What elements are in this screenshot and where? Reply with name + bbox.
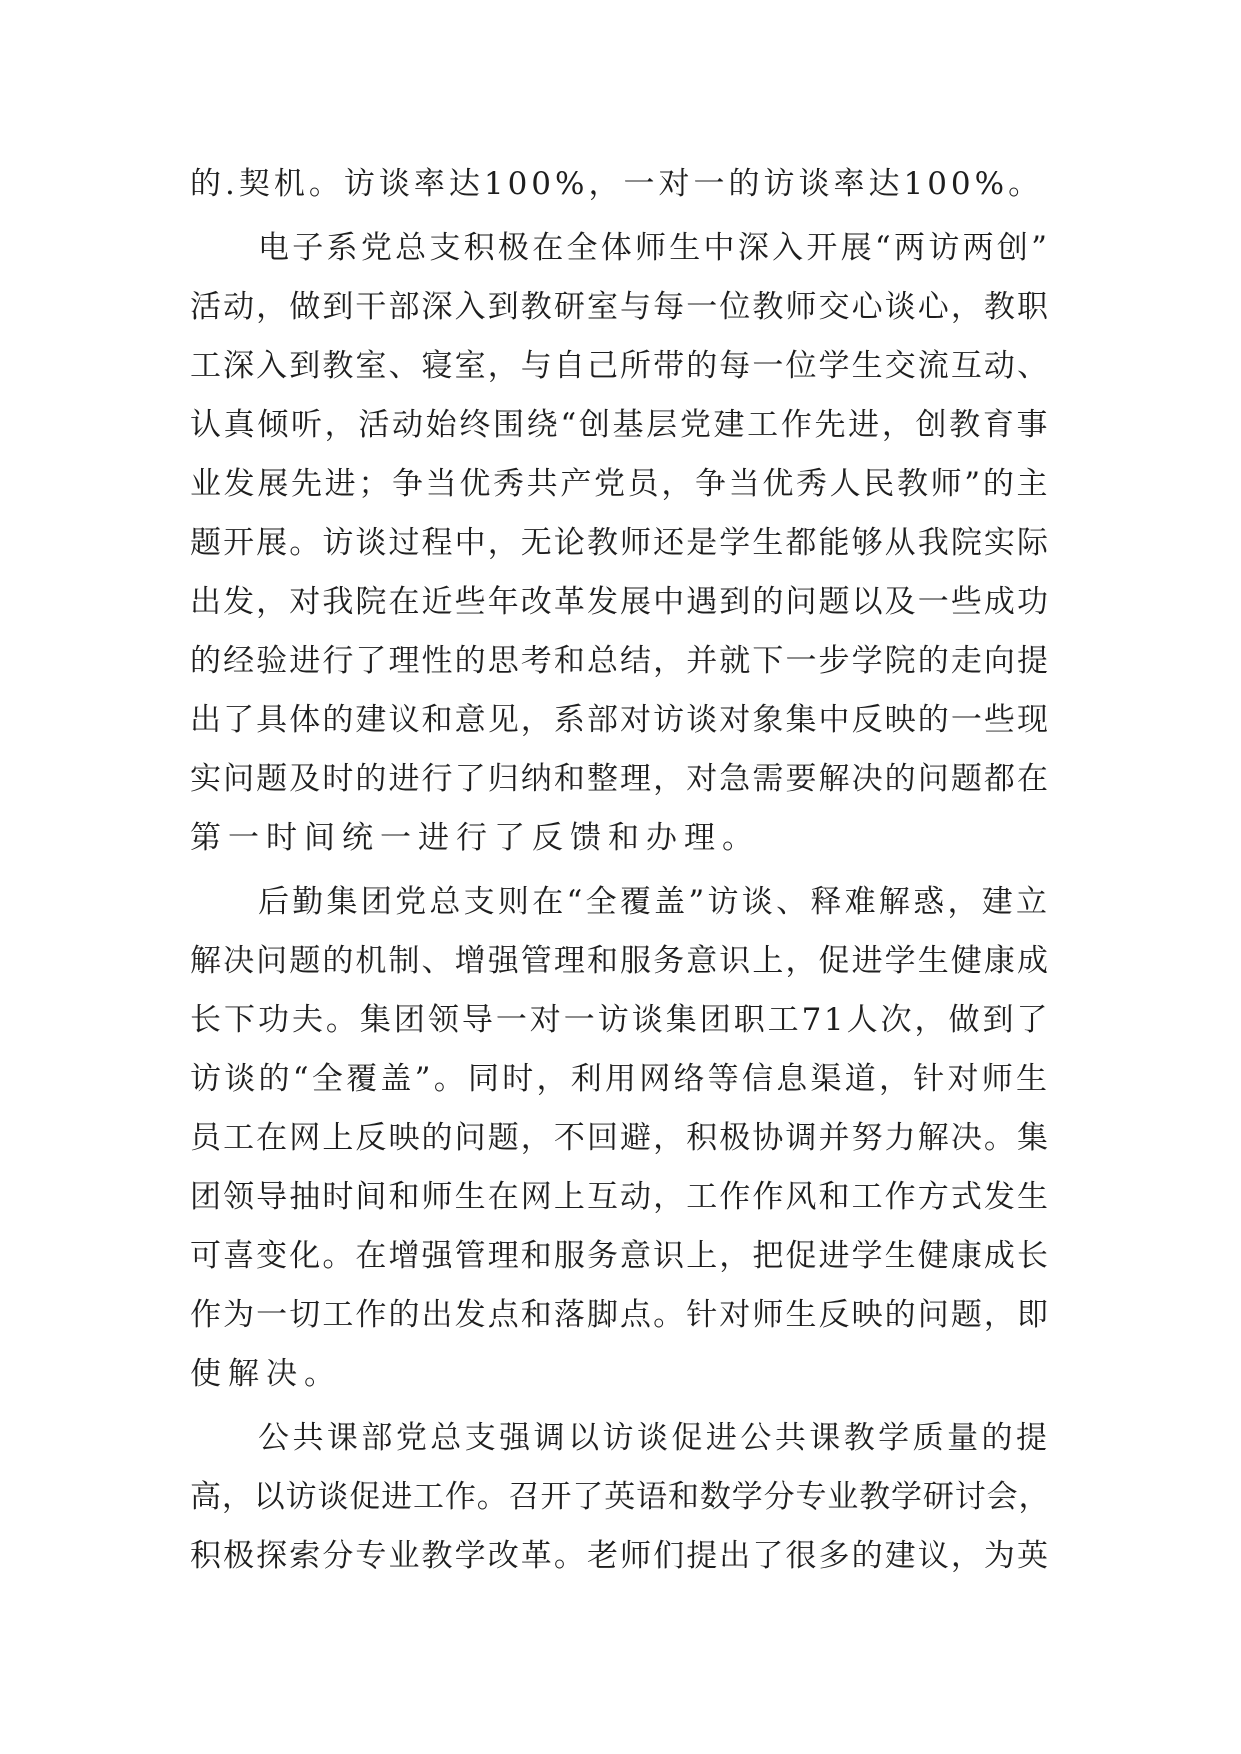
text-line: 积极探索分专业教学改革。老师们提出了很多的建议，为英	[190, 1538, 1050, 1574]
text-line: 使解决。	[190, 1356, 342, 1392]
text-line: 第一时间统一进行了反馈和办理。	[190, 820, 760, 856]
text-line: 的.契机。访谈率达100%，一对一的访谈率达100%。	[190, 166, 1044, 202]
text-line: 活动，做到干部深入到教研室与每一位教师交心谈心，教职	[190, 289, 1050, 325]
text-line: 实问题及时的进行了归纳和整理，对急需要解决的问题都在	[190, 761, 1050, 797]
paragraph	[190, 1409, 1050, 1586]
text-line: 解决问题的机制、增强管理和服务意识上，促进学生健康成	[190, 943, 1050, 979]
text-line: 认真倾听，活动始终围绕“创基层党建工作先进，创教育事	[190, 407, 1050, 443]
paragraph	[190, 873, 1050, 1404]
text-line: 后勤集团党总支则在“全覆盖”访谈、释难解惑，建立	[258, 884, 1050, 920]
text-line: 的经验进行了理性的思考和总结，并就下一步学院的走向提	[190, 643, 1050, 679]
text-line: 可喜变化。在增强管理和服务意识上，把促进学生健康成长	[190, 1238, 1050, 1274]
paragraph	[190, 219, 1050, 868]
text-line: 高，以访谈促进工作。召开了英语和数学分专业教学研讨会，	[190, 1479, 1050, 1515]
text-line: 员工在网上反映的问题，不回避，积极协调并努力解决。集	[190, 1120, 1050, 1156]
text-line: 出了具体的建议和意见，系部对访谈对象集中反映的一些现	[190, 702, 1050, 738]
text-line: 访谈的“全覆盖”。同时，利用网络等信息渠道，针对师生	[190, 1061, 1050, 1097]
text-line: 电子系党总支积极在全体师生中深入开展“两访两创”	[258, 230, 1050, 266]
text-line: 公共课部党总支强调以访谈促进公共课教学质量的提	[258, 1420, 1050, 1456]
text-line: 题开展。访谈过程中，无论教师还是学生都能够从我院实际	[190, 525, 1050, 561]
text-line: 作为一切工作的出发点和落脚点。针对师生反映的问题，即	[190, 1297, 1050, 1333]
text-line: 出发，对我院在近些年改革发展中遇到的问题以及一些成功	[190, 584, 1050, 620]
paragraph	[190, 155, 1050, 214]
text-line: 工深入到教室、寝室，与自己所带的每一位学生交流互动、	[190, 348, 1050, 384]
text-line: 业发展先进；争当优秀共产党员，争当优秀人民教师”的主	[190, 466, 1050, 502]
text-line: 长下功夫。集团领导一对一访谈集团职工71人次，做到了	[190, 1002, 1050, 1038]
text-line: 团领导抽时间和师生在网上互动，工作作风和工作方式发生	[190, 1179, 1050, 1215]
document-body	[190, 155, 1050, 1586]
